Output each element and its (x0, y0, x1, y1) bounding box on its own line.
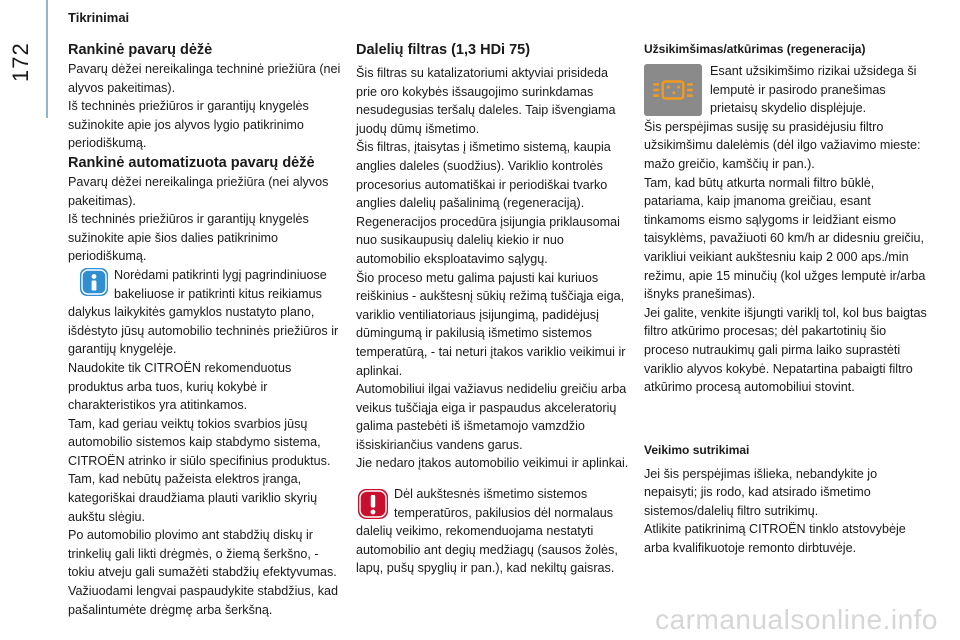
particle-filter-glyph (651, 74, 695, 106)
heading-clogging-regeneration: Užsikimšimas/atkūrimas (regeneracija) (644, 42, 866, 56)
column-3 (644, 40, 930, 558)
info-note (68, 266, 346, 359)
info-icon (80, 268, 108, 296)
paragraph: Jei galite, venkite išjungti variklį tol, kol bus baigtas filtro atkūrimo procesas; dėl pakartotinių šio proceso nutraukimų gali pirma laiko suprastėti variklio alyvos kokybė. Nepatartina pabaigti filtro atkūrimo procesą automobiliui stovint. (644, 305, 927, 395)
paragraph: Tam, kad geriau veiktų tokios svarbios jūsų automobilio sistemos kaip stabdymo sistema, CITROËN atrinko ir siūlo specifinius produktus. (68, 416, 331, 468)
exclamation-warning-icon (358, 489, 388, 519)
page-rail (0, 0, 64, 640)
heading-particle-filter: Dalelių filtras (1,3 HDi 75) (356, 42, 531, 58)
paragraph: Jei šis perspėjimas išlieka, nebandykite jo nepaisyti; jis rodo, kad atsirado išmetimo sistemos/dalelių filtro sutrikimų. (644, 466, 878, 518)
paragraph: Šis perspėjimas susiję su prasidėjusiu filtro užsikimšimu dalelėmis (dėl ilgo važiavimo mieste: mažo greičio, kamščių ir pan.). (644, 119, 921, 171)
column-1 (68, 40, 346, 619)
heading-malfunctions: Veikimo sutrikimai (644, 442, 750, 457)
warning-note-text: Dėl aukštesnės išmetimo sistemos temperatūros, pakilusios dėl normalaus dalelių veikimo, rekomenduojama nestatyti automobilio ant degių medžiagų (sausos žolės, lapų, pušų spyglių ir pan.), kad nekiltų gaisras. (356, 487, 618, 576)
warning-note (356, 485, 630, 578)
paragraph: Iš techninės priežiūros ir garantijų knygelės sužinokite apie jos alyvos lygio patikrinimo periodiškumą. (68, 99, 309, 151)
spacer (644, 397, 930, 441)
paragraph: Automobiliui ilgai važiavus nedideliu greičiu arba veikus tuščiąja eiga ir paspaudus akceleratorių galima pastebėti iš išmetamojo vamzdžio išsiskiriančius vandens garus. (356, 382, 627, 452)
rail-divider (46, 0, 48, 118)
paragraph: Po automobilio plovimo ant stabdžių diskų ir trinkelių gali likti drėgmės, o žiemą šerkšno, - tokiu atveju gali sumažėti stabdžių efektyvumas. Važiuodami lengvai paspaudykite stabdžius, kad pašalintumėte drėgmę arba šerkšną. (68, 528, 338, 617)
paragraph: Šio proceso metu galima pajusti kai kuriuos reiškinius - aukštesnį sūkių režimą tuščiąja eiga, variklio ventiliatoriaus įsijungimą, padidėjusį dūmingumą ir pakilusią išmetimo sistemos temperatūrą, - tai neturi įtakos variklio veikimui ir aplinkai. (356, 270, 626, 378)
paragraph: Naudokite tik CITROËN rekomenduotus produktus arba tuos, kurių kokybė ir charakteristikos yra atitinkamos. (68, 360, 292, 413)
paragraph: Jie nedaro įtakos automobilio veikimui ir aplinkai. (356, 456, 629, 471)
watermark: carmanualsonline.info (655, 604, 938, 635)
paragraph: Regeneracijos procedūra įsijungia priklausomai nuo susikaupusių dalelių kiekio ir nuo automobilio eksploatavimo sąlygų. (356, 214, 620, 266)
paragraph: Iš techninės priežiūros ir garantijų knygelės sužinokite apie šios dalies patikrinimo periodiškumą. (68, 212, 309, 264)
info-note-text: Norėdami patikrinti lygį pagrindiniuose bakeliuose ir patikrinti kitus reikiamus dalykus laikykitės gamyklos nustatyto plano, išdėstyto jūsų automobilio techninės priežiūros ir garantijų knygelėje. (68, 267, 339, 357)
section-title: Tikrinimai (68, 10, 130, 25)
heading-manual-gearbox: Rankinė pavarų dėžė (68, 42, 213, 58)
column-2 (356, 40, 630, 578)
paragraph: Tam, kad būtų atkurta normali filtro būklė, patariama, kaip įmanoma greičiau, esant tinkamoms eismo sąlygoms ir leidžiant eismo taisyklėms, pavažiuoti 60 km/h ar didesniu greičiu, varikliui veikiant aukštesniu kaip 2 000 aps./min režimu, apie 15 minučių (kol užges lemputė ir/arba išnyks pranešimas). (644, 175, 926, 302)
particle-filter-warning-lamp-icon (644, 64, 702, 116)
page-number: 172 (8, 42, 33, 82)
paragraph: Tam, kad nebūtų pažeista elektros įranga, kategoriškai draudžiama plauti variklio skyrių aukštu slėgiu. (68, 472, 318, 524)
paragraph: Pavarų dėžei nereikalinga techninė priežiūra (nei alyvos pakeitimas). (68, 62, 341, 95)
paragraph: Atlikite patikrinimą CITROËN tinklo atstovybėje arba kvalifikuotoje remonto dirbtuvėje. (644, 522, 906, 556)
paragraph: Pavarų dėžei nereikalinga priežiūra (nei alyvos pakeitimas). (68, 174, 329, 208)
indicator-block (644, 62, 930, 118)
paragraph: Šis filtras, įtaisytas į išmetimo sistemą, kaupia anglies daleles (suodžius). Variklio kontrolės procesorius automatiškai ir periodiškai tvarko anglies dalelių pašalinimą (regeneraciją). (356, 140, 611, 211)
paragraph-indicator: Esant užsikimšimo rizikai užsidega ši lemputė ir pasirodo pranešimas prietaisų skydelio displėjuje. (710, 64, 917, 116)
paragraph: Šis filtras su katalizatoriumi aktyviai prisideda prie oro kokybės išsaugojimo surinkdamas nesudegusias teršalų daleles. Taip išvengiama juodų dūmų išmetimo. (356, 66, 616, 136)
heading-automated-gearbox: Rankinė automatizuota pavarų dėžė (68, 154, 315, 171)
